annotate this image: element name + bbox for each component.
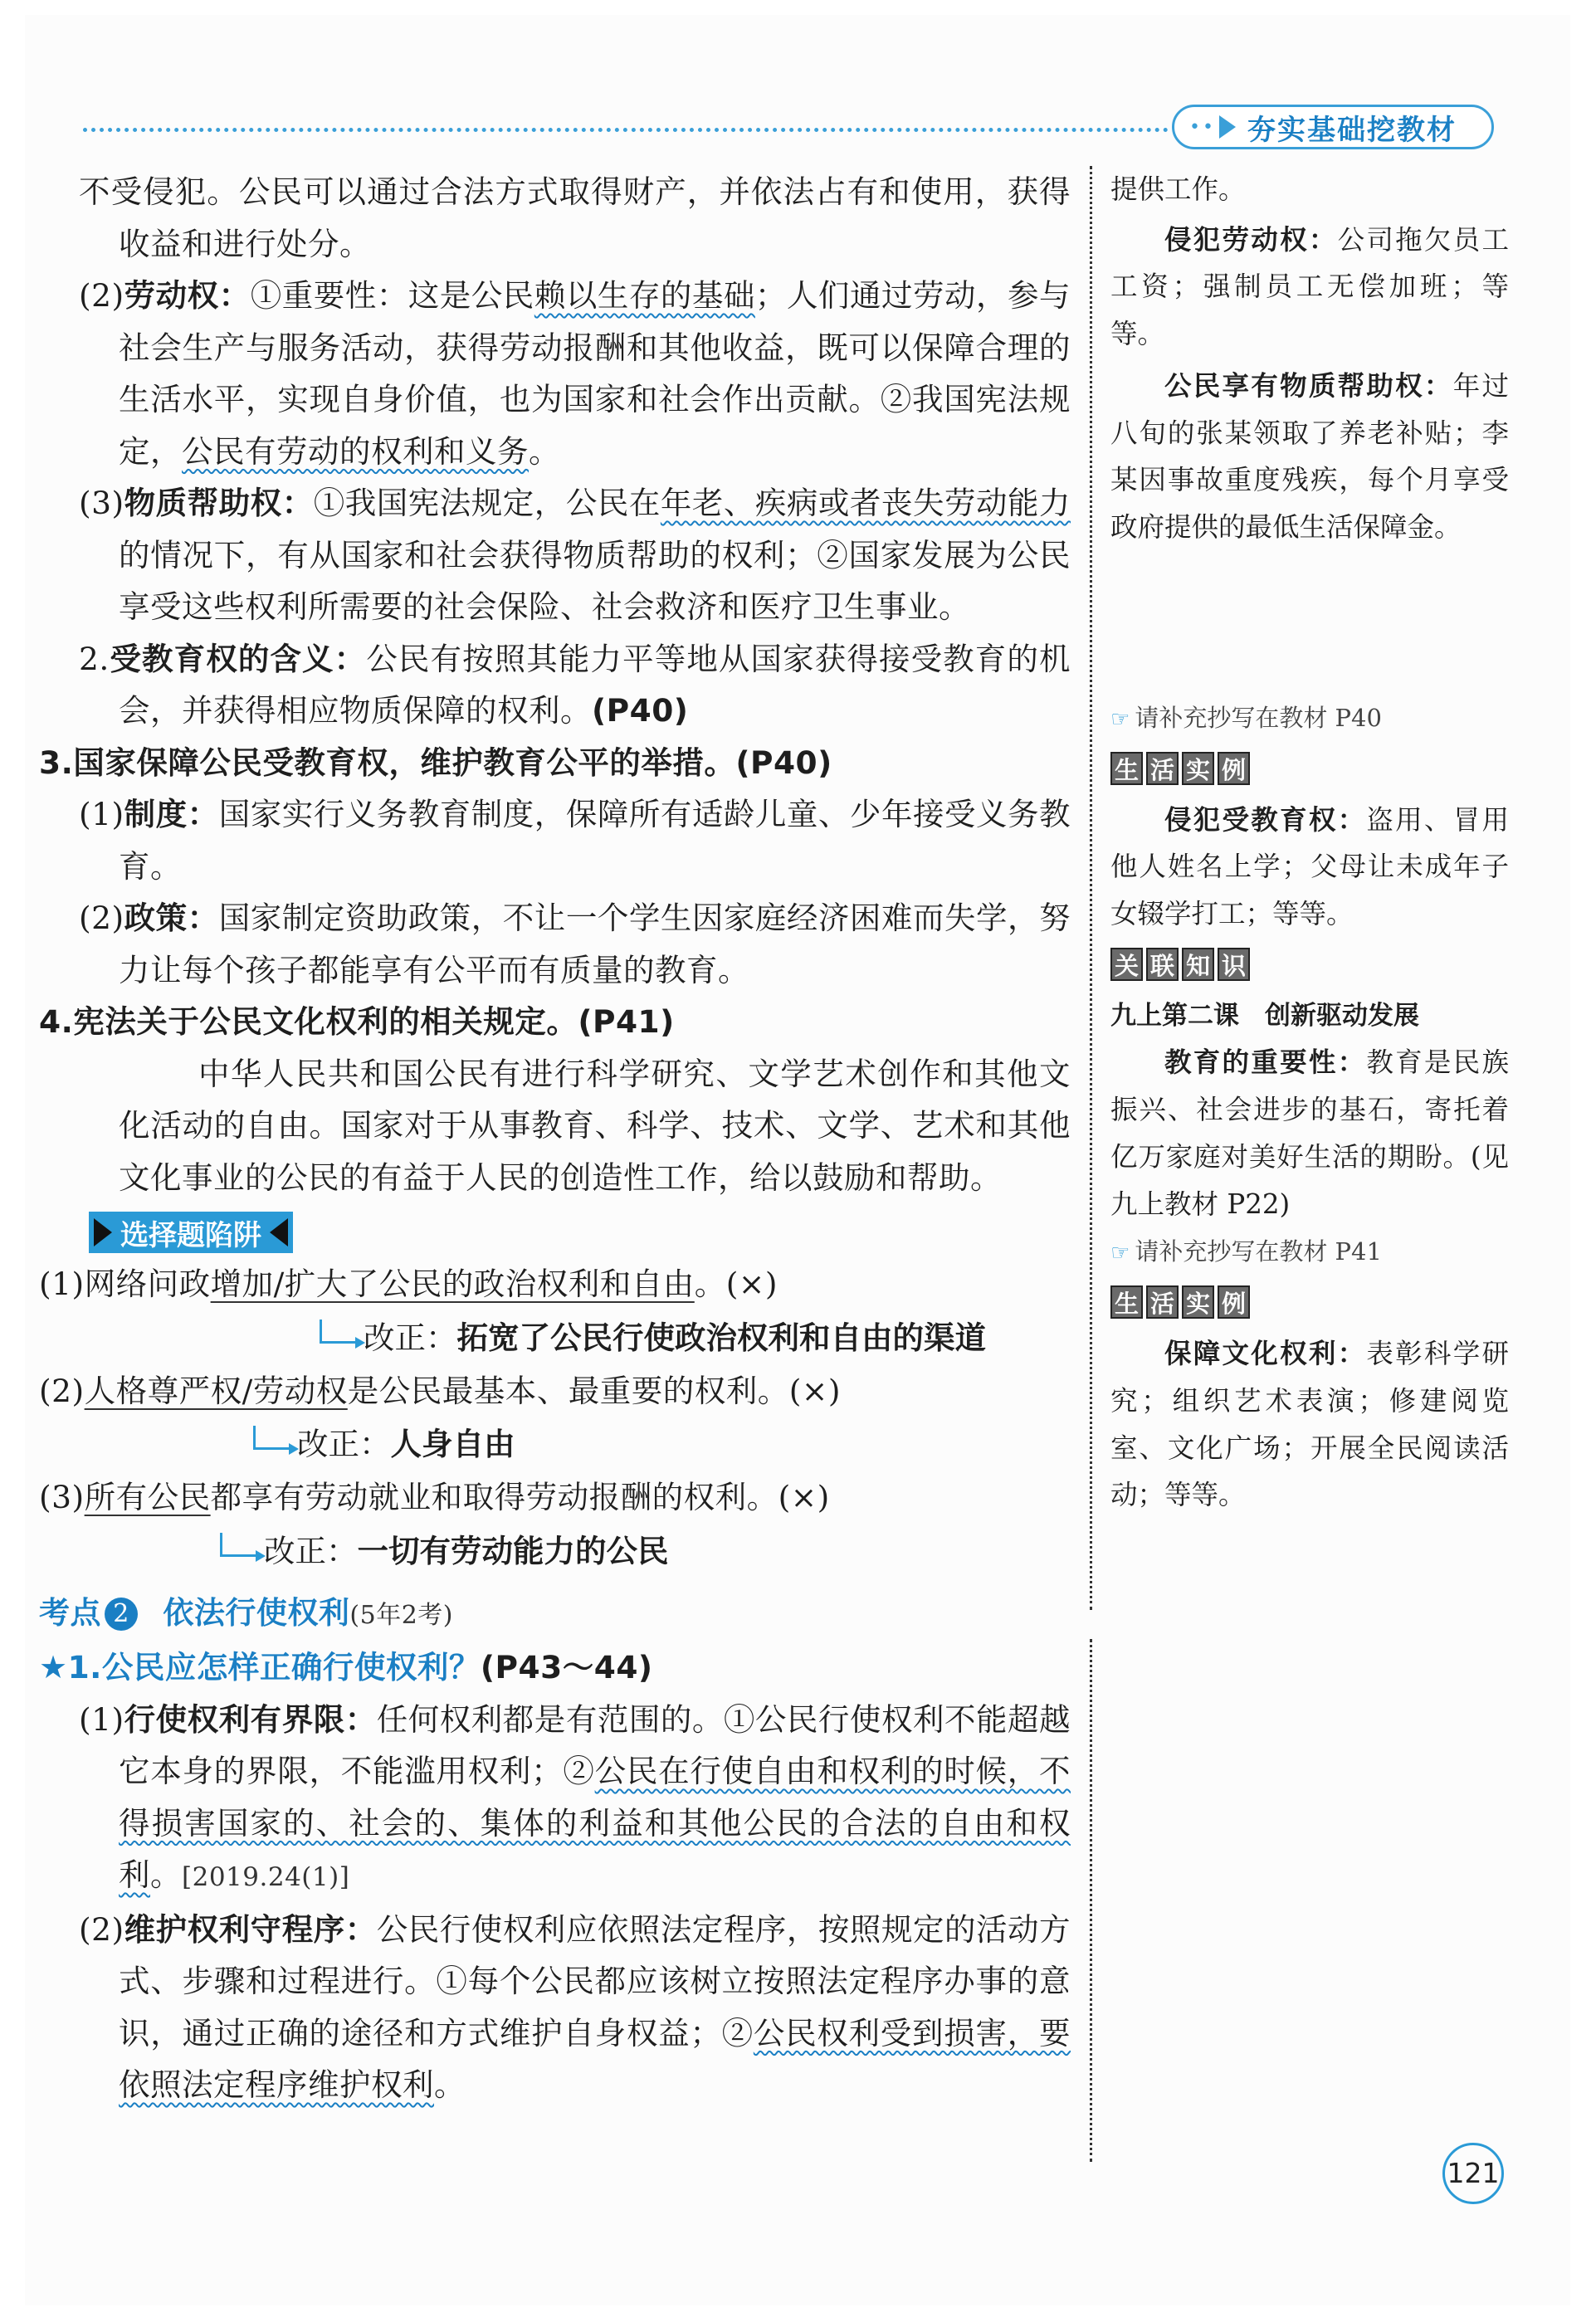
section-banner [1172,105,1494,149]
column-divider-bottom [1090,1639,1092,2162]
trap-item-1: (1)网络问政增加/扩大了公民的政治权利和自由。(×) [39,1266,778,1302]
star-icon: ★ [39,1649,68,1685]
page-number: 121 [1442,2143,1504,2204]
key-point-heading: 考点 2 依法行使权利(5年2考) [39,1594,454,1631]
main-column [39,166,1071,2111]
triangle-right-icon [94,1218,112,1246]
header-dotted-rule [83,128,1169,132]
pointing-hand-icon: ☞ [1110,1241,1130,1266]
trap-correction-3: 改正：一切有劳动能力的公民 [79,1524,1071,1578]
pointing-hand-icon: ☞ [1110,706,1130,732]
rights-boundary-item: (1)行使权利有界限：任何权利都是有范围的。①公民行使权利不能超越它本身的界限，不能滥用权利；②公民在行使自由和权利的时候，不得损害国家的、社会的、集体的利益和其他公民的合法的自由和权利。[2019.24(1)] [79,1700,1071,1893]
related-knowledge-tag: 关 联 知 识 [1110,948,1250,981]
example-labor-violation: 侵犯劳动权：公司拖欠员工工资；强制员工无偿加班；等等。 [1110,223,1509,350]
material-aid-paragraph: (3)物质帮助权：①我国宪法规定，公民在年老、疾病或者丧失劳动能力的情况下，有从国家和社会获得物质帮助的权利；②国家发展为公民享受这些权利所需要的社会保险、社会救济和医疗卫生事业。 [79,485,1071,625]
property-continuation: 不受侵犯。公民可以通过合法方式取得财产，并依法占有和使用，获得收益和进行处分。 [79,173,1071,262]
trap-correction-1: 改正：拓宽了公民行使政治权利和自由的渠道 [79,1310,1071,1365]
education-importance: 教育的重要性：教育是民族振兴、社会进步的基石，寄托着亿万家庭对美好生活的期盼。(见九上教材 P22) [1110,1046,1509,1220]
education-right-definition: 2.受教育权的含义：公民有按照其能力平等地从国家获得接受教育的机会，并获得相应物质保障的权利。(P40) [79,640,1071,729]
question-1-heading: ★1.公民应怎样正确行使权利？(P43～44) [39,1649,653,1685]
banner-arrow-icon [1219,115,1236,139]
copy-note-p41: ☞ 请补充抄写在教材 P41 [1110,1237,1382,1266]
sidebar-column [1110,166,1509,1519]
education-policy-item: (2)政策：国家制定资助政策，不让一个学生因家庭经济困难而失学，努力让每个孩子都能享有公平而有质量的教育。 [79,900,1071,988]
correction-arrow-icon [253,1426,292,1450]
trap-item-2: (2)人格尊严权/劳动权是公民最基本、最重要的权利。(×) [39,1372,841,1409]
related-lesson-title: 九上第二课 创新驱动发展 [1110,1000,1419,1031]
copy-note-p40: ☞ 请补充抄写在教材 P40 [1110,703,1382,732]
key-point-number-badge: 2 [105,1598,138,1631]
education-system-item: (1)制度：国家实行义务教育制度，保障所有适龄儿童、少年接受义务教育。 [79,796,1071,885]
example-material-aid: 公民享有物质帮助权：年过八旬的张某领取了养老补贴；李某因事故重度残疾，每个月享受政府提供的最低生活保障金。 [1110,369,1509,543]
cultural-rights-heading: 4.宪法关于公民文化权利的相关规定。(P41) [39,1003,675,1040]
sidebar-continuation: 提供工作。 [1110,173,1246,205]
education-measures-heading: 3.国家保障公民受教育权，维护教育公平的举措。(P40) [39,744,832,781]
column-divider-top [1090,166,1092,1610]
banner-dots-icon: •• [1189,116,1216,138]
trap-label: 选择题陷阱 [120,1218,261,1252]
correction-arrow-icon [320,1320,359,1344]
example-education-violation: 侵犯受教育权：盗用、冒用他人姓名上学；父母让未成年子女辍学打工；等等。 [1110,803,1509,930]
triangle-left-icon [270,1218,288,1246]
labor-right-paragraph: (2)劳动权：①重要性：这是公民赖以生存的基础；人们通过劳动，参与社会生产与服务活动，获得劳动报酬和其他收益，既可以保障合理的生活水平，实现自身价值，也为国家和社会作出贡献。②我国宪法规定，公民有劳动的权利和义务。 [79,277,1071,470]
trap-item-3: (3)所有公民都享有劳动就业和取得劳动报酬的权利。(×) [39,1479,830,1515]
rights-procedure-item: (2)维护权利守程序：公民行使权利应依照法定程序，按照规定的活动方式、步骤和过程进行。①每个公民都应该树立按照法定程序办事的意识，通过正确的途径和方式维护自身权益；②公民权利受到损害，要依照法定程序维护权利。 [79,1910,1071,2103]
life-example-tag-2: 生 活 实 例 [1110,1285,1250,1319]
example-cultural-rights: 保障文化权利：表彰科学研究；组织艺术表演；修建阅览室、文化广场；开展全民阅读活动；等等。 [1110,1338,1509,1511]
life-example-tag: 生 活 实 例 [1110,752,1250,785]
correction-arrow-icon [220,1533,259,1557]
trap-correction-2: 改正：人身自由 [79,1417,1071,1471]
banner-title: 夯实基础挖教材 [1247,113,1457,147]
cultural-rights-text: 中华人民共和国公民有进行科学研究、文学艺术创作和其他文化活动的自由。国家对于从事教育、科学、技术、文学、艺术和其他文化事业的公民的有益于人民的创造性工作，给以鼓励和帮助。 [119,1055,1071,1196]
trap-badge [89,1212,293,1253]
